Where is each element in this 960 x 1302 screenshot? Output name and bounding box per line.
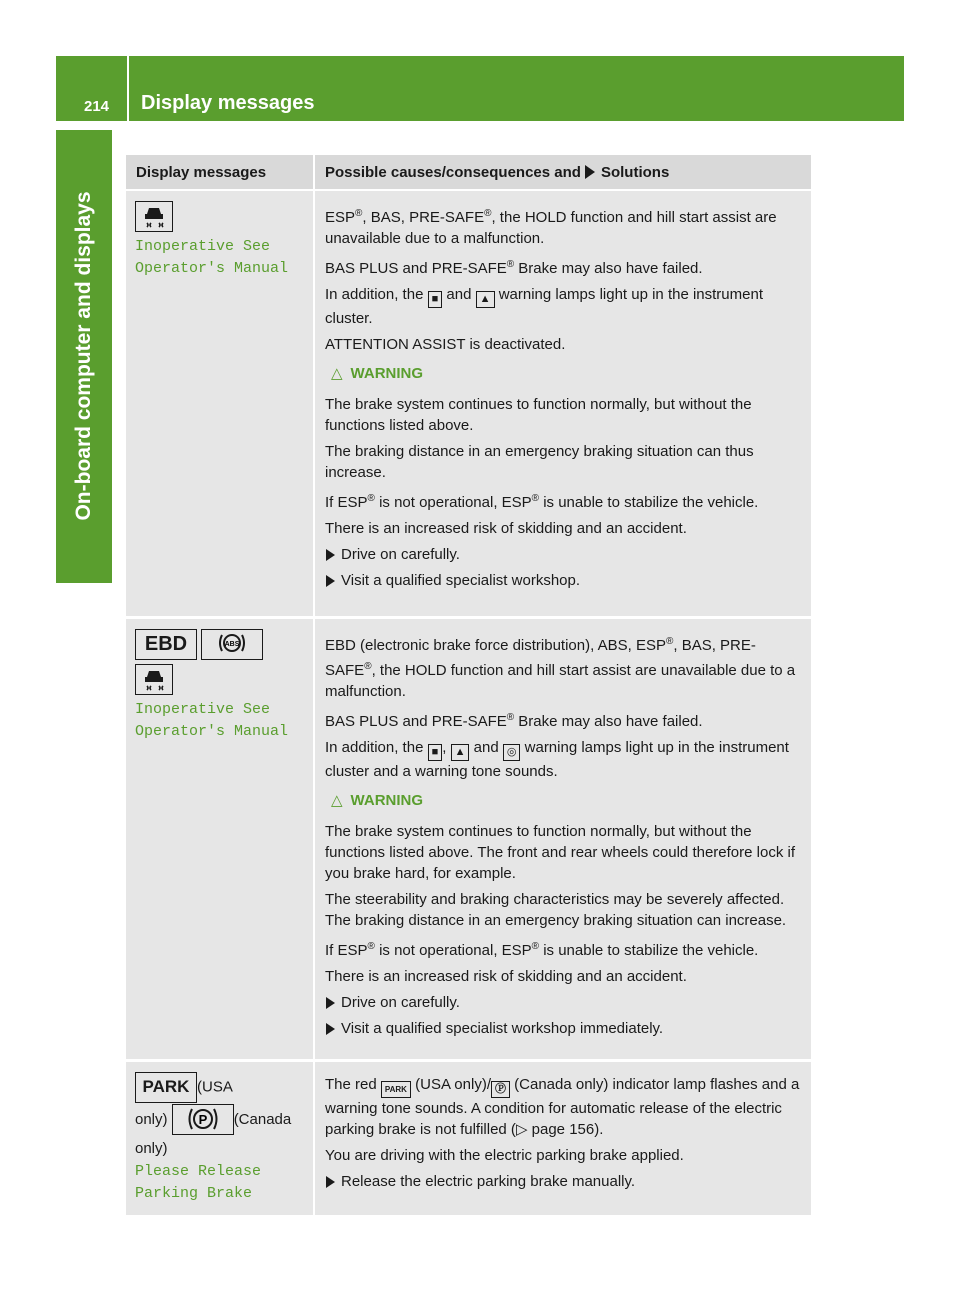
paragraph	[325, 936, 805, 961]
table-header-row	[126, 155, 811, 190]
text: is not operational, ESP	[374, 941, 532, 959]
registered-mark: ®	[355, 208, 363, 219]
text: , the HOLD function and hill start assist are unavailable due to a malfunction.	[325, 661, 796, 700]
text: If	[325, 941, 334, 959]
esp-off-icon: ▲	[476, 291, 495, 308]
col-header-solutions-label: Possible causes/consequences and	[325, 163, 581, 181]
page-reference-link[interactable]: page 156).	[531, 1120, 604, 1138]
text: ESP	[337, 494, 368, 511]
action-bullet: Drive on carefully.	[325, 992, 805, 1013]
warning-heading	[331, 790, 805, 811]
paragraph	[325, 737, 805, 782]
car-skid-icon: ■	[428, 744, 443, 761]
text: only)	[135, 1110, 168, 1128]
text: If	[325, 494, 334, 511]
text: , BAS, PRE-SAFE	[362, 209, 485, 226]
text: Brake may also have failed.	[514, 260, 703, 277]
esp-off-icon: ▲	[451, 744, 470, 761]
abs-icon	[201, 629, 263, 660]
action-bullet: Drive on carefully.	[325, 544, 805, 565]
text: is unable to stabilize the vehicle.	[539, 494, 759, 511]
text: and	[446, 286, 472, 303]
park-icon: PARK	[135, 1072, 197, 1103]
paragraph: The brake system continues to function normally, but without the functions listed above.	[325, 396, 752, 434]
chapter-tab	[56, 130, 112, 583]
action-bullet: Visit a qualified specialist workshop immediately.	[325, 1018, 805, 1039]
text: and	[473, 738, 499, 756]
text: In addition, the	[325, 286, 424, 303]
registered-mark: ®	[484, 208, 492, 219]
display-message-line: Inoperative See	[135, 700, 271, 718]
registered-mark: ®	[531, 940, 540, 952]
display-message-line: Operator's Manual	[135, 260, 289, 277]
paragraph	[325, 488, 805, 513]
registered-mark: ®	[367, 493, 375, 504]
display-message-line: Operator's Manual	[135, 722, 289, 740]
parking-brake-p-icon: Ⓟ	[491, 1081, 510, 1098]
paragraph	[325, 284, 805, 329]
col-header-messages: Display messages	[126, 155, 314, 190]
action-bullet: Visit a qualified specialist workshop.	[325, 570, 805, 591]
paragraph: There is an increased risk of skidding and an accident.	[325, 520, 687, 537]
abs-icon: ◎	[503, 744, 521, 761]
display-message-line: Please Release	[135, 1162, 262, 1180]
text: (USA	[197, 1077, 233, 1095]
warning-label: WARNING	[350, 791, 424, 809]
action-bullet: Release the electric parking brake manually.	[325, 1171, 805, 1192]
car-skid-icon: ■	[428, 291, 443, 308]
table-row	[126, 1060, 811, 1216]
registered-mark: ®	[364, 660, 372, 672]
solution-cell	[314, 617, 811, 1060]
display-message-line: Parking Brake	[135, 1184, 253, 1202]
warning-label: WARNING	[350, 365, 424, 382]
message-cell	[126, 617, 314, 1060]
table-row	[126, 190, 811, 617]
text: is not operational, ESP	[374, 494, 532, 511]
paragraph	[325, 707, 805, 732]
text: In addition, the	[325, 738, 424, 756]
text: , BAS, PRE-SAFE	[325, 636, 756, 679]
registered-mark: ®	[367, 940, 375, 952]
solution-cell	[314, 190, 811, 617]
paragraph: The steerability and braking characteristics may be severely affected. The braking distance in an emergency braking situation can increase.	[325, 890, 787, 929]
col-header-solutions-label2: Solutions	[600, 163, 670, 181]
text: ESP	[325, 209, 356, 226]
paragraph	[325, 203, 805, 249]
text: is unable to stabilize the vehicle.	[539, 941, 759, 959]
paragraph: There is an increased risk of skidding and an accident.	[325, 967, 687, 985]
text: BAS PLUS and PRE-SAFE	[325, 712, 507, 730]
display-message-line: Inoperative See	[135, 238, 271, 255]
paragraph	[325, 631, 805, 702]
text: , the HOLD function and hill start assist are unavailable due to a malfunction.	[325, 209, 777, 247]
paragraph	[325, 1074, 805, 1140]
col-header-solutions	[314, 155, 811, 190]
text: BAS PLUS and PRE-SAFE	[325, 260, 507, 277]
paragraph: You are driving with the electric parking brake applied.	[325, 1146, 684, 1164]
text: (Canada only) indicator lamp flashes and a warning tone sounds. A condition for automatic release of the electric parking brake is not fulfilled (	[325, 1075, 800, 1138]
chapter-tab-label: On-board computer and displays	[72, 191, 95, 521]
warning-heading	[331, 363, 805, 384]
text: ESP	[337, 941, 368, 959]
display-messages-table	[126, 155, 811, 1218]
message-cell	[126, 1060, 314, 1216]
paragraph	[325, 254, 805, 279]
abs-icon-text: ABS	[224, 640, 240, 648]
text: warning lamps light up in the instrument cluster and a warning tone sounds.	[325, 738, 789, 780]
ebd-icon: EBD	[135, 629, 197, 660]
parking-brake-p-icon	[172, 1104, 234, 1135]
text: EBD (electronic brake force distribution), ABS, ESP	[325, 636, 666, 654]
text: only)	[135, 1139, 168, 1157]
warning-triangle-icon: △	[331, 791, 343, 809]
play-arrow-icon	[585, 165, 595, 179]
car-skid-icon	[135, 664, 173, 695]
registered-mark: ®	[506, 259, 515, 270]
registered-mark: ®	[506, 711, 515, 723]
header-separator	[127, 56, 129, 121]
p-icon-text: P	[198, 1112, 208, 1128]
warning-triangle-icon: △	[331, 365, 343, 382]
message-cell	[126, 190, 314, 617]
park-icon: PARK	[381, 1081, 411, 1098]
registered-mark: ®	[665, 635, 674, 647]
table-row	[126, 617, 811, 1060]
car-skid-icon	[135, 201, 173, 232]
paragraph: ATTENTION ASSIST is deactivated.	[325, 336, 566, 353]
page-ref-arrow-icon: ▷	[515, 1120, 528, 1138]
text: Brake may also have failed.	[514, 712, 703, 730]
paragraph: The brake system continues to function normally, but without the functions listed above. The front and rear wheels could therefore lock if you brake hard, for example.	[325, 822, 795, 882]
registered-mark: ®	[531, 493, 540, 504]
text: warning lamps light up in the instrument cluster.	[325, 286, 763, 327]
solution-cell	[314, 1060, 811, 1216]
text: (Canada	[233, 1110, 292, 1128]
page-number: 214	[84, 98, 110, 115]
text: (USA only)/	[415, 1075, 491, 1093]
page-title: Display messages	[141, 92, 315, 114]
paragraph: The braking distance in an emergency braking situation can thus increase.	[325, 443, 754, 481]
text: ,	[442, 738, 447, 756]
text: The red	[325, 1075, 377, 1093]
